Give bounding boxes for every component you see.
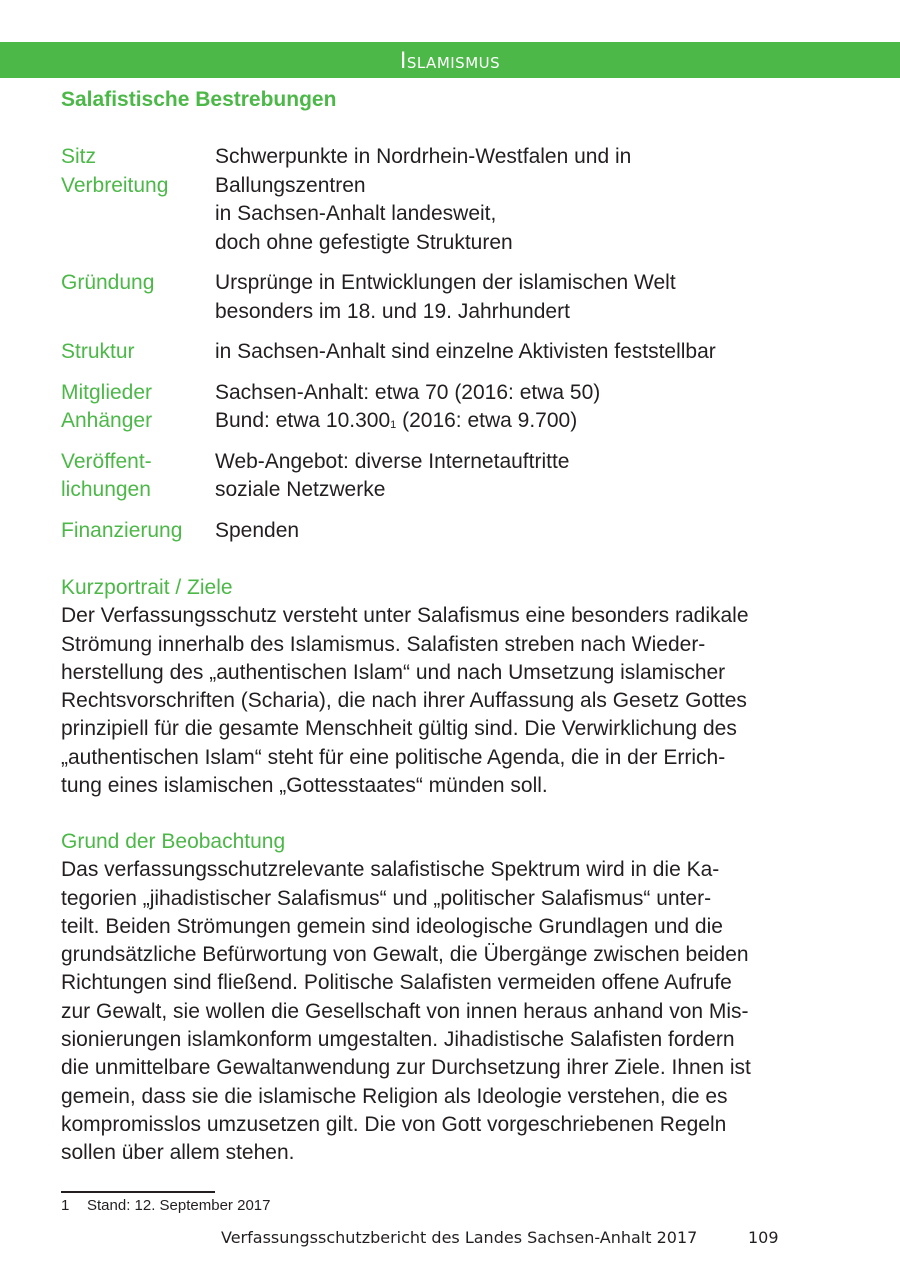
- value-line-bund: [215, 407, 600, 436]
- paragraph-line: tegorien „jihadistischer Salafismus“ und „politischer Salafismus“ unter-: [61, 886, 712, 910]
- grund-body: [61, 856, 851, 1167]
- paragraph-line: Der Verfassungsschutz versteht unter Salafismus eine besonders radikale: [61, 604, 749, 628]
- fact-label: [61, 338, 215, 367]
- bund-count: Bund: etwa 10.300: [215, 409, 391, 432]
- value-line: in Sachsen-Anhalt landesweit,: [215, 202, 497, 225]
- value-line: besonders im 18. und 19. Jahrhundert: [215, 299, 570, 323]
- fact-row-sitz: [61, 143, 861, 257]
- grund-heading: Grund der Beobachtung: [61, 830, 286, 853]
- fact-label: [61, 269, 215, 326]
- label-line: Gründung: [61, 271, 155, 294]
- fact-row-mitglieder: [61, 379, 861, 436]
- value-line: Sachsen-Anhalt: etwa 70 (2016: etwa 50): [215, 380, 601, 404]
- label-line: Anhänger: [61, 409, 153, 432]
- grund-section: [61, 828, 851, 1168]
- kurzportrait-heading: Kurzportrait / Ziele: [61, 576, 233, 599]
- paragraph-line: tung eines islamischen „Gottesstaates“ münden soll.: [61, 774, 548, 798]
- paragraph-line: prinzipiell für die gesamte Menschheit gültig sind. Die Verwirklichung des: [61, 717, 737, 741]
- paragraph-line: teilt. Beiden Strömungen gemein sind ideologische Grundlagen und die: [61, 914, 723, 938]
- fact-row-finanzierung: [61, 517, 861, 546]
- fact-row-gruendung: [61, 269, 861, 326]
- label-line: Mitglieder: [61, 380, 153, 404]
- value-line: Web-Angebot: diverse Internetauftritte: [215, 449, 570, 473]
- fact-label: [61, 448, 215, 505]
- kurzportrait-body: [61, 602, 851, 800]
- fact-value: [215, 269, 676, 326]
- label-line: Struktur: [61, 340, 135, 363]
- paragraph-line: Strömung innerhalb des Islamismus. Salafisten streben nach Wieder-: [61, 632, 706, 656]
- chapter-banner: Islamismus: [0, 42, 900, 78]
- footer-title: Verfassungsschutzbericht des Landes Sachsen-Anhalt 2017: [221, 1228, 698, 1247]
- label-line: Finanzierung: [61, 518, 183, 542]
- fact-label: [61, 379, 215, 436]
- fact-label: [61, 143, 215, 257]
- paragraph-line: sionierungen islamkonform umgestalten. Jihadistische Salafisten fordern: [61, 1028, 735, 1052]
- paragraph-line: gemein, dass sie die islamische Religion als Ideologie verstehen, die es: [61, 1084, 728, 1108]
- paragraph-line: die unmittelbare Gewaltanwendung zur Durchsetzung ihrer Ziele. Ihnen ist: [61, 1056, 751, 1080]
- value-line: Spenden: [215, 518, 300, 542]
- fact-value: [215, 143, 631, 257]
- label-line: Verbreitung: [61, 173, 169, 197]
- fact-value: [215, 448, 569, 505]
- value-line: Schwerpunkte in Nordrhein-Westfalen und in: [215, 145, 632, 168]
- fact-value: [215, 338, 716, 367]
- label-line: lichungen: [61, 478, 151, 501]
- paragraph-line: zur Gewalt, sie wollen die Gesellschaft von innen heraus anhand von Mis-: [61, 999, 749, 1023]
- label-line: Veröffent-: [61, 449, 152, 473]
- paragraph-line: sollen über allem stehen.: [61, 1141, 295, 1165]
- footnote: [61, 1197, 270, 1214]
- paragraph-line: Richtungen sind fließend. Politische Salafisten vermeiden offene Aufrufe: [61, 971, 732, 995]
- paragraph-line: „authentischen Islam“ steht für eine politische Agenda, die in der Errich-: [61, 745, 726, 769]
- value-line: Ballungszentren: [215, 173, 366, 197]
- value-line: doch ohne gefestigte Strukturen: [215, 230, 513, 254]
- page-number: 109: [748, 1228, 779, 1247]
- fact-row-veroeffentlichungen: [61, 448, 861, 505]
- value-line: in Sachsen-Anhalt sind einzelne Aktivisten feststellbar: [215, 340, 716, 363]
- fact-value: [215, 517, 299, 546]
- footnote-text: Stand: 12. September 2017: [87, 1197, 271, 1214]
- section-title: Salafistische Bestrebungen: [61, 88, 337, 111]
- bund-previous: (2016: etwa 9.700): [396, 409, 578, 432]
- paragraph-line: kompromisslos umzusetzen gilt. Die von Gott vorgeschriebenen Regeln: [61, 1112, 727, 1136]
- paragraph-line: Das verfassungsschutzrelevante salafistische Spektrum wird in die Ka-: [61, 858, 720, 882]
- paragraph-line: Rechtsvorschriften (Scharia), die nach ihrer Auffassung als Gesetz Gottes: [61, 689, 747, 713]
- fact-row-struktur: [61, 338, 861, 367]
- fact-value: [215, 379, 600, 436]
- value-line: Ursprünge in Entwicklungen der islamischen Welt: [215, 271, 676, 294]
- footnote-ref[interactable]: 1: [390, 419, 397, 431]
- paragraph-line: grundsätzliche Befürwortung von Gewalt, die Übergänge zwischen beiden: [61, 943, 749, 967]
- footnote-divider: [61, 1191, 215, 1193]
- footnote-number: 1: [61, 1197, 70, 1214]
- label-line: Sitz: [61, 145, 97, 168]
- value-line: soziale Netzwerke: [215, 478, 386, 501]
- kurzportrait-section: [61, 574, 851, 800]
- paragraph-line: herstellung des „authentischen Islam“ und nach Umsetzung islamischer: [61, 660, 726, 684]
- fact-label: [61, 517, 215, 546]
- fact-table: [61, 143, 861, 557]
